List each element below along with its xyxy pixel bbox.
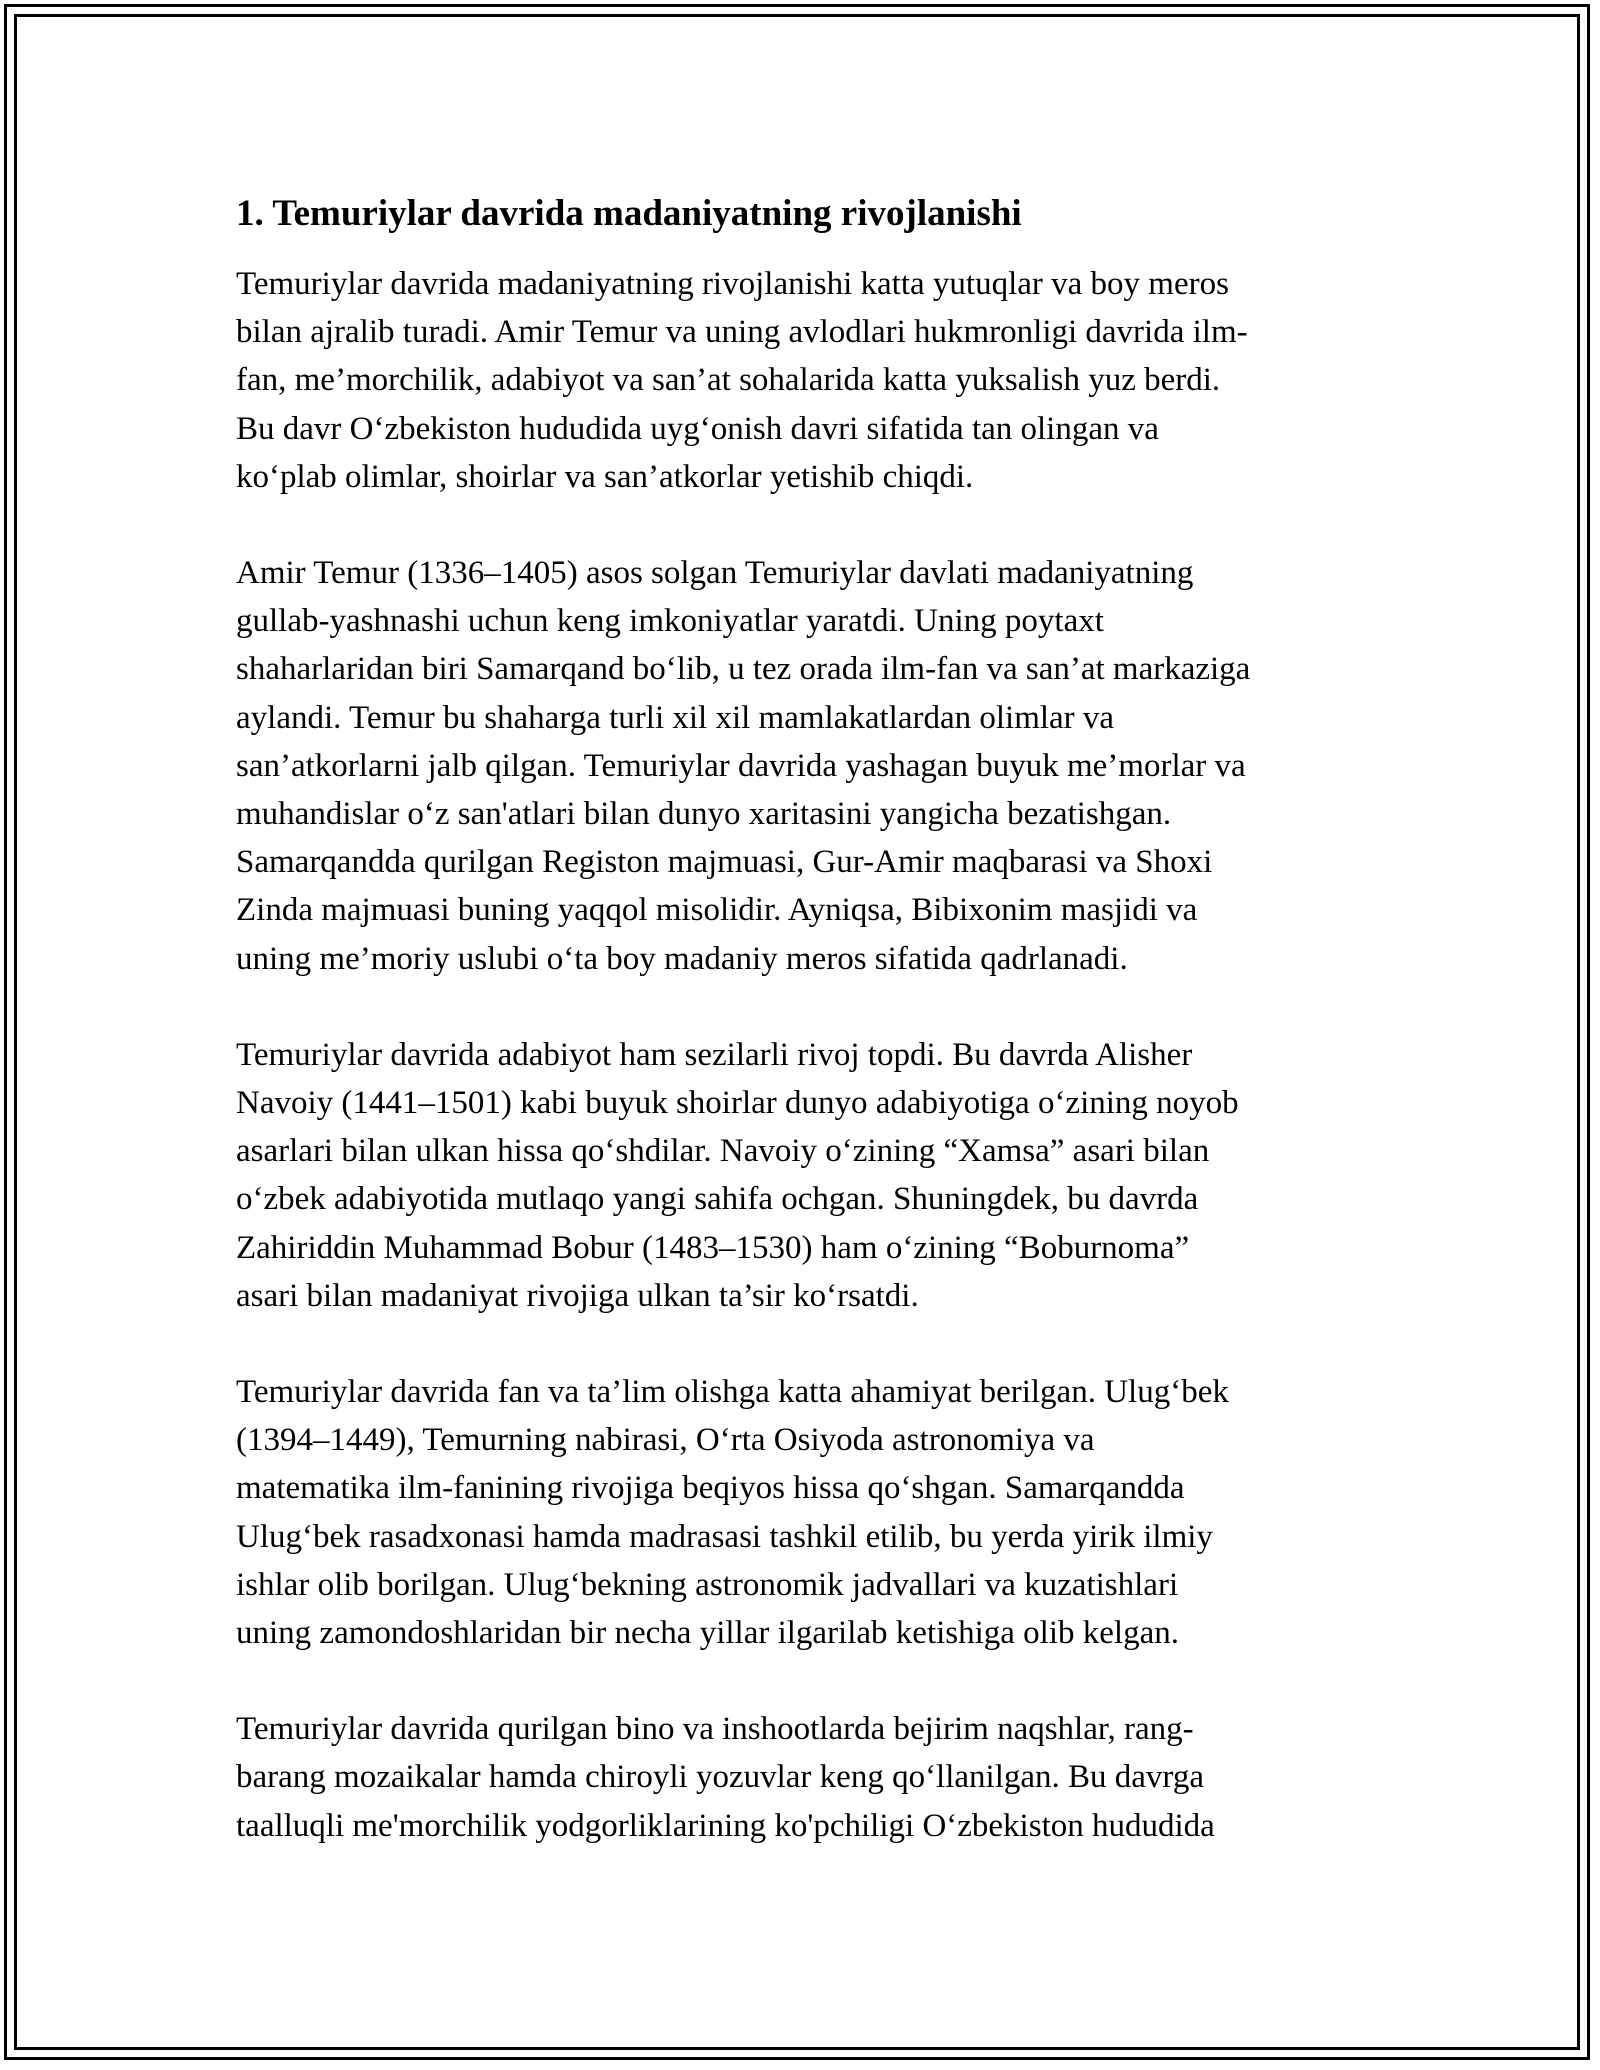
text-line: ko‘plab olimlar, shoirlar va san’atkorlar yetishib chiqdi. xyxy=(236,458,974,495)
text-line: barang mozaikalar hamda chiroyli yozuvlar keng qo‘llanilgan. Bu davrga xyxy=(236,1759,1204,1796)
text-line: o‘zbek adabiyotida mutlaqo yangi sahifa ochgan. Shuningdek, bu davrda xyxy=(236,1181,1199,1218)
text-line: san’atkorlarni jalb qilgan. Temuriylar davrida yashagan buyuk me’morlar va xyxy=(236,747,1246,784)
text-line: asarlari bilan ulkan hissa qo‘shdilar. Navoiy o‘zining “Xamsa” asari bilan xyxy=(236,1133,1210,1170)
text-line: bilan ajralib turadi. Amir Temur va uning avlodlari hukmronligi davrida ilm- xyxy=(236,314,1248,351)
paragraph-1 xyxy=(236,260,1366,501)
paragraph-4 xyxy=(236,1368,1366,1657)
text-line: muhandislar o‘z san'atlari bilan dunyo xaritasini yangicha bezatishgan. xyxy=(236,796,1172,833)
text-line: shaharlaridan biri Samarqand bo‘lib, u tez orada ilm-fan va san’at markaziga xyxy=(236,651,1251,688)
text-line: uning me’moriy uslubi o‘ta boy madaniy meros sifatida qadrlanadi. xyxy=(236,940,1128,977)
text-line: Amir Temur (1336–1405) asos solgan Temuriylar davlati madaniyatning xyxy=(236,555,1194,592)
text-line: (1394–1449), Temurning nabirasi, O‘rta Osiyoda astronomiya va xyxy=(236,1422,1095,1459)
text-line: Ulug‘bek rasadxonasi hamda madrasasi tashkil etilib, bu yerda yirik ilmiy xyxy=(236,1518,1213,1555)
text-line: uning zamondoshlaridan bir necha yillar ilgarilab ketishiga olib kelgan. xyxy=(236,1615,1179,1652)
text-line: aylandi. Temur bu shaharga turli xil xil mamlakatlardan olimlar va xyxy=(236,699,1115,736)
text-line: matematika ilm-fanining rivojiga beqiyos hissa qo‘shgan. Samarqandda xyxy=(236,1470,1185,1507)
paragraph-3 xyxy=(236,1031,1366,1320)
document-body xyxy=(236,188,1366,1850)
text-line: fan, me’morchilik, adabiyot va san’at sohalarida katta yuksalish yuz berdi. xyxy=(236,362,1221,399)
paragraph-5 xyxy=(236,1705,1366,1850)
text-line: asari bilan madaniyat rivojiga ulkan ta’sir ko‘rsatdi. xyxy=(236,1277,919,1314)
paragraph-2 xyxy=(236,549,1366,983)
text-line: Zahiriddin Muhammad Bobur (1483–1530) ham o‘zining “Boburnoma” xyxy=(236,1229,1190,1266)
text-line: Temuriylar davrida adabiyot ham sezilarli rivoj topdi. Bu davrda Alisher xyxy=(236,1036,1193,1073)
text-line: taalluqli me'morchilik yodgorliklarining ko'pchiligi O‘zbekiston hududida xyxy=(236,1807,1215,1844)
text-line: Temuriylar davrida fan va ta’lim olishga katta ahamiyat berilgan. Ulug‘bek xyxy=(236,1374,1229,1411)
text-line: Zinda majmuasi buning yaqqol misolidir. Ayniqsa, Bibixonim masjidi va xyxy=(236,892,1198,929)
text-line: Bu davr O‘zbekiston hududida uyg‘onish davri sifatida tan olingan va xyxy=(236,410,1159,447)
text-line: Navoiy (1441–1501) kabi buyuk shoirlar dunyo adabiyotiga o‘zining noyob xyxy=(236,1085,1239,1122)
text-line: Temuriylar davrida qurilgan bino va inshootlarda bejirim naqshlar, rang- xyxy=(236,1711,1194,1748)
text-line: ishlar olib borilgan. Ulug‘bekning astronomik jadvallari va kuzatishlari xyxy=(236,1566,1179,1603)
text-line: gullab-yashnashi uchun keng imkoniyatlar yaratdi. Uning poytaxt xyxy=(236,603,1104,640)
text-line: Temuriylar davrida madaniyatning rivojlanishi katta yutuqlar va boy meros xyxy=(236,266,1229,302)
text-line: Samarqandda qurilgan Registon majmuasi, Gur-Amir maqbarasi va Shoxi xyxy=(236,844,1213,881)
section-heading: 1. Temuriylar davrida madaniyatning rivojlanishi xyxy=(236,193,1022,234)
